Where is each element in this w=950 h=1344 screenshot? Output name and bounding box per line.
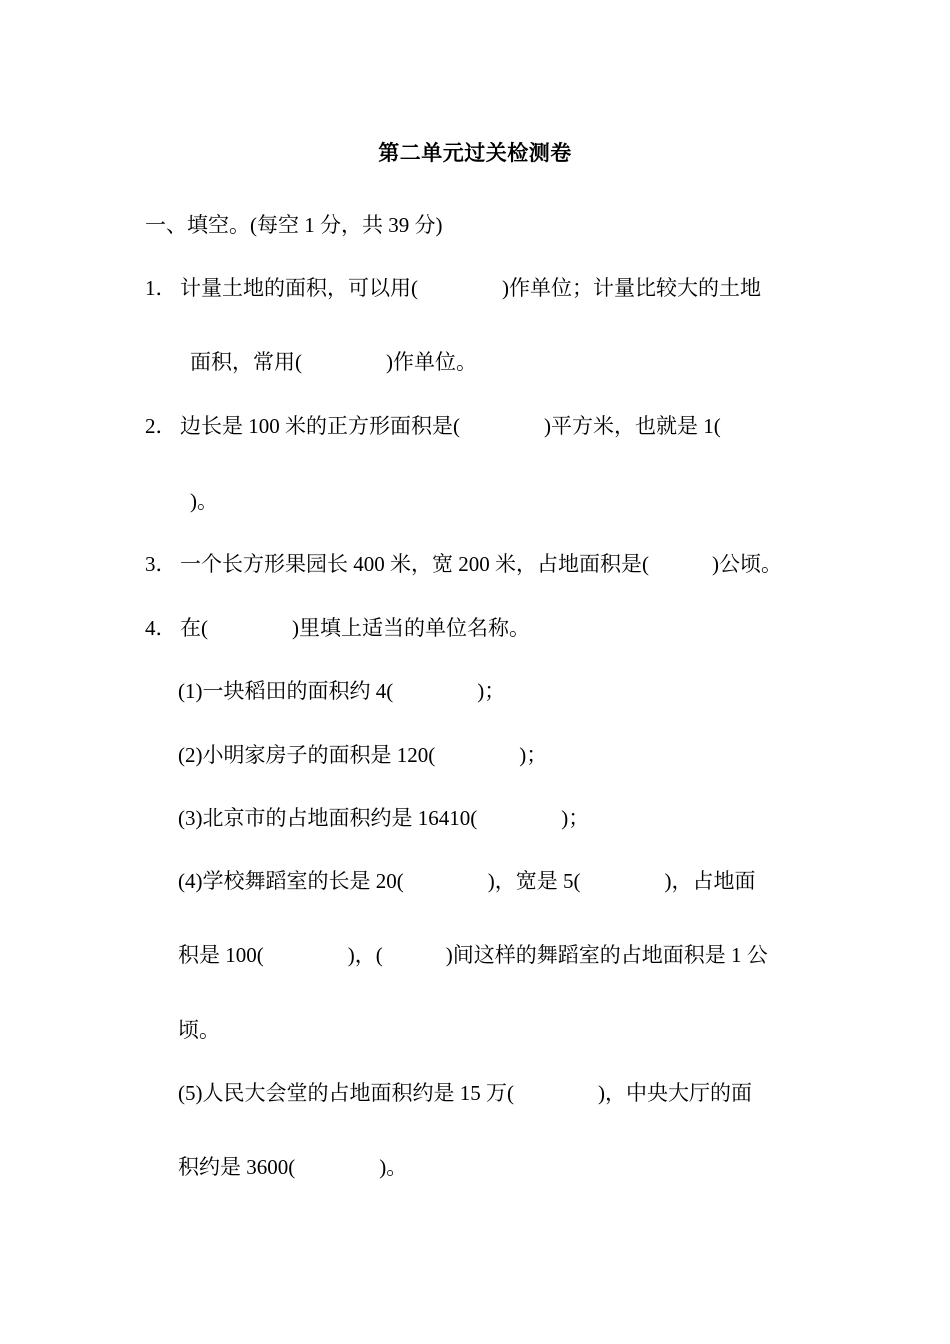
question-2-line-2: )。 [190,489,218,513]
question-4-subitem-2: (2)小明家房子的面积是 120( )； [178,743,548,767]
question-number-4: 4． [145,616,177,640]
question-3-line-1: 一个长方形果园长 400 米，宽 200 米，占地面积是( )公顷。 [180,552,782,576]
question-4-subitem-5-line-2: 积约是 3600( )。 [178,1155,408,1179]
question-number-1: 1． [145,276,177,300]
question-1-line-1: 计量土地的面积，可以用( )作单位；计量比较大的土地 [180,276,761,300]
question-1-line-2: 面积，常用( )作单位。 [190,350,477,374]
question-4-subitem-4-line-3: 顷。 [178,1018,220,1042]
question-4-subitem-4-line-1: (4)学校舞蹈室的长是 20( )，宽是 5( )，占地面 [178,869,756,893]
question-2-line-1: 边长是 100 米的正方形面积是( )平方米，也就是 1( [180,414,721,438]
question-number-2: 2． [145,414,177,438]
question-4-subitem-5-line-1: (5)人民大会堂的占地面积约是 15 万( )，中央大厅的面 [178,1081,752,1105]
question-4-subitem-4-line-2: 积是 100( )，( )间这样的舞蹈室的占地面积是 1 公 [178,943,768,967]
exam-title: 第二单元过关检测卷 [378,141,572,165]
question-4-subitem-1: (1)一块稻田的面积约 4( )； [178,679,506,703]
question-4-subitem-3: (3)北京市的占地面积约是 16410( )； [178,806,590,830]
section-heading-fill-in: 一、填空。(每空 1 分，共 39 分) [145,213,443,237]
question-4-line-1: 在( )里填上适当的单位名称。 [180,616,530,640]
question-number-3: 3． [145,552,177,576]
